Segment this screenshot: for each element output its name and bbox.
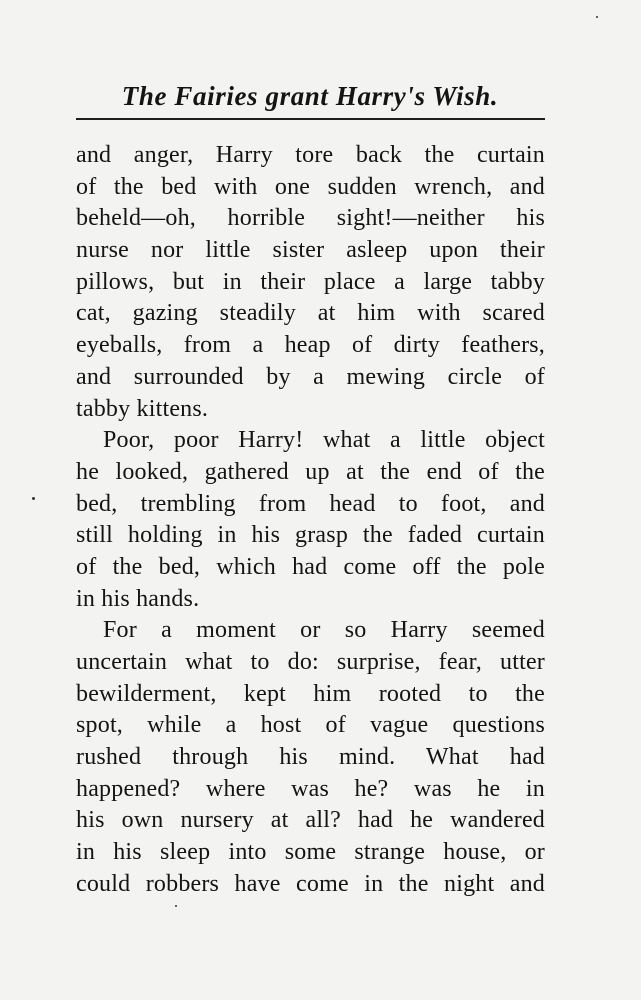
text-line: of the bed with one sudden wrench, and: [76, 173, 545, 200]
print-speck: [596, 16, 598, 18]
text-line: of the bed, which had come off the pole: [76, 553, 545, 580]
text-line: rushed through his mind. What had: [76, 744, 545, 771]
text-line: bewilderment, kept him rooted to the: [76, 680, 545, 707]
text-line: tabby kittens.: [76, 395, 209, 422]
text-line: in his sleep into some strange house, or: [76, 839, 545, 866]
text-line: and anger, Harry tore back the curtain: [76, 142, 545, 168]
text-line: nurse nor little sister asleep upon their: [76, 237, 545, 264]
paragraph-3: [76, 615, 545, 900]
header-rule: [76, 118, 545, 120]
text-line: and surrounded by a mewing circle of: [76, 363, 545, 390]
text-line: beheld—oh, horrible sight!—neither his: [76, 205, 545, 232]
text-line: uncertain what to do: surprise, fear, utter: [76, 649, 545, 675]
paragraph-1: [76, 140, 545, 425]
text-line: in his hands.: [76, 585, 200, 612]
text-line: he looked, gathered up at the end of the: [76, 458, 545, 485]
text-line: could robbers have come in the night and: [76, 870, 545, 897]
text-line: Poor, poor Harry! what a little object: [103, 427, 545, 454]
text-line: happened? where was he? was he in: [76, 775, 545, 802]
text-line: his own nursery at all? had he wandered: [76, 807, 545, 834]
print-speck: [32, 497, 35, 500]
print-speck: [175, 905, 177, 907]
text-line: For a moment or so Harry seemed: [103, 617, 545, 644]
text-line: spot, while a host of vague questions: [76, 712, 545, 739]
text-line: eyeballs, from a heap of dirty feathers,: [76, 332, 545, 359]
text-line: cat, gazing steadily at him with scared: [76, 300, 545, 327]
text-line: pillows, but in their place a large tabby: [76, 268, 545, 295]
text-line: bed, trembling from head to foot, and: [76, 490, 545, 517]
body-text: [76, 140, 545, 901]
running-head: The Fairies grant Harry's Wish.: [121, 81, 499, 111]
text-line: still holding in his grasp the faded curtain: [76, 522, 545, 549]
paragraph-2: [76, 425, 545, 615]
